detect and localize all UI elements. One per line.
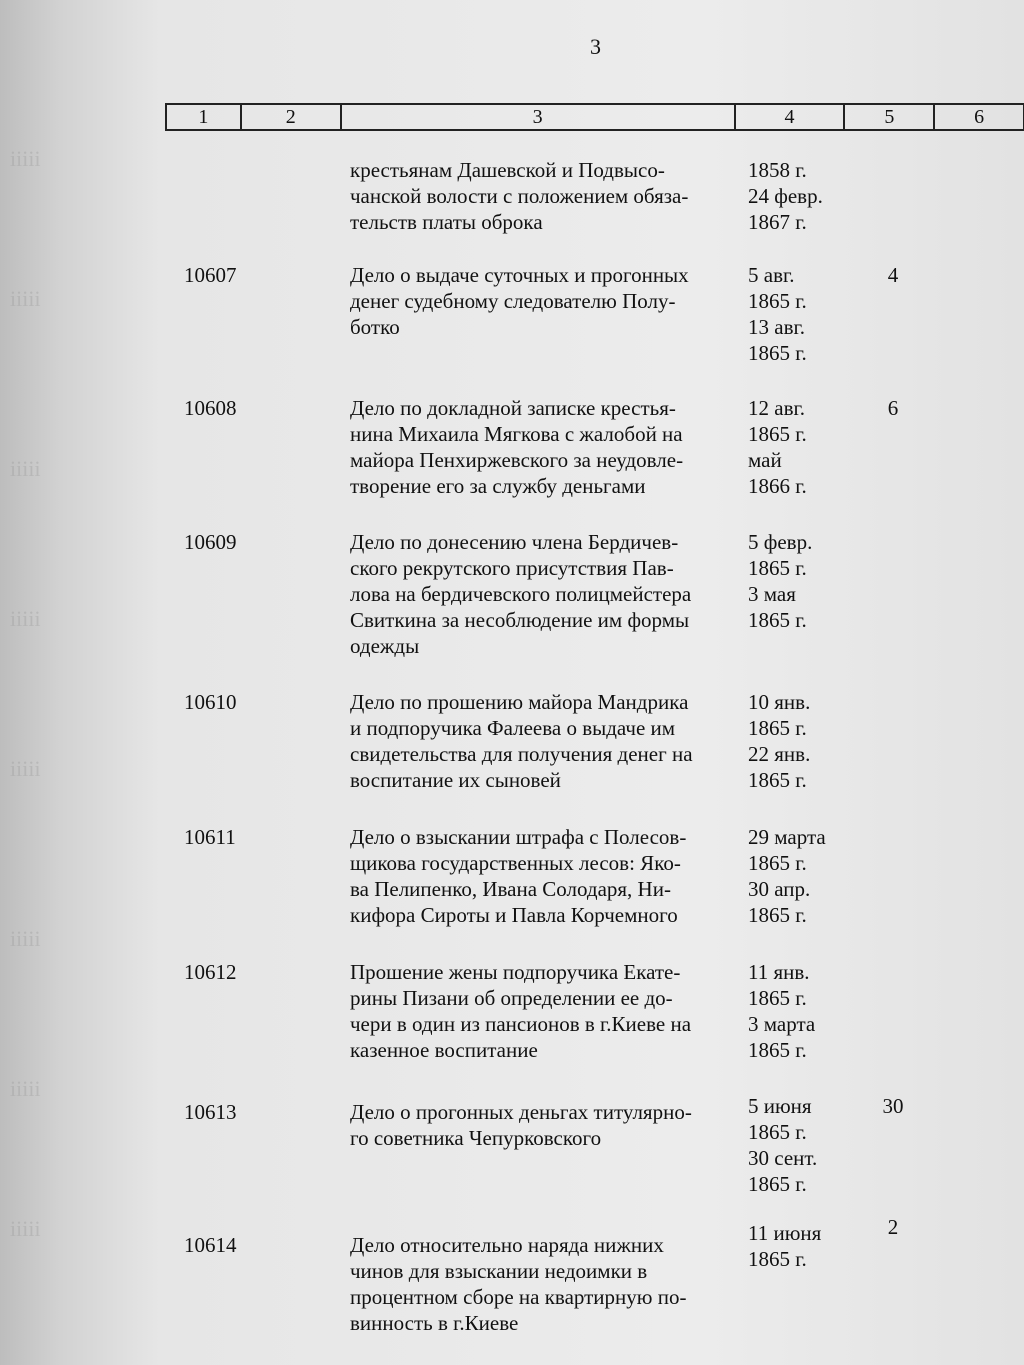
- record-number: 10614: [184, 1233, 237, 1257]
- date-line: 1866 г.: [748, 474, 807, 498]
- title-line: рины Пизани об определении ее до-: [350, 986, 673, 1010]
- record-title: [350, 1099, 735, 1151]
- title-line: крестьянам Дашевской и Подвысо-: [350, 158, 665, 182]
- date-line: 1865 г.: [748, 1120, 807, 1144]
- column-header: 6: [935, 105, 1024, 129]
- record-dates: [748, 262, 858, 366]
- date-line: 1858 г.: [748, 158, 807, 182]
- record-number: 10612: [184, 960, 237, 984]
- date-line: 1865 г.: [748, 1172, 807, 1196]
- record-number: 10607: [184, 263, 237, 287]
- record-dates: [748, 529, 858, 633]
- bleed-through-mark: ᴉᴉᴉᴉᴉ: [10, 291, 41, 316]
- date-line: 1865 г.: [748, 341, 807, 365]
- record-dates: [748, 1220, 858, 1272]
- date-line: 11 янв.: [748, 960, 810, 984]
- sheet-count: 4: [887, 263, 899, 287]
- bleed-through-mark: ᴉᴉᴉᴉᴉ: [10, 1221, 41, 1246]
- column-header: 5: [845, 105, 935, 129]
- record-title: [350, 529, 735, 659]
- record-number: 10610: [184, 690, 237, 714]
- title-line: одежды: [350, 634, 420, 658]
- page-number: 3: [590, 34, 601, 59]
- date-line: 13 авг.: [748, 315, 805, 339]
- date-line: 5 авг.: [748, 263, 795, 287]
- record-number: 10608: [184, 396, 237, 420]
- bleed-through-mark: ᴉᴉᴉᴉᴉ: [10, 1081, 41, 1106]
- title-line: творение его за службу деньгами: [350, 474, 646, 498]
- record-number: 10609: [184, 530, 237, 554]
- bleed-through-mark: ᴉᴉᴉᴉᴉ: [10, 611, 41, 636]
- date-line: 30 апр.: [748, 877, 811, 901]
- record-dates: [748, 395, 858, 499]
- title-line: майора Пенхиржевского за неудовле-: [350, 448, 684, 472]
- title-line: Дело по прошению майора Мандрика: [350, 690, 689, 714]
- title-line: воспитание их сыновей: [350, 768, 561, 792]
- sheet-count: 2: [887, 1215, 899, 1239]
- record-title: [350, 689, 735, 793]
- column-header-row: [165, 103, 1024, 131]
- title-line: Дело о взыскании штрафа с Полесов-: [350, 825, 687, 849]
- date-line: 1865 г.: [748, 903, 807, 927]
- date-line: 1865 г.: [748, 608, 807, 632]
- title-line: тельств платы оброка: [350, 210, 543, 234]
- record-number: 10613: [184, 1100, 237, 1124]
- date-line: 10 янв.: [748, 690, 811, 714]
- date-line: 24 февр.: [748, 184, 823, 208]
- sheet-count: 6: [887, 396, 899, 420]
- title-line: лова на бердичевского полицмейстера: [350, 582, 692, 606]
- date-line: 1865 г.: [748, 716, 807, 740]
- title-line: кифора Сироты и Павла Корчемного: [350, 903, 678, 927]
- title-line: Дело о выдаче суточных и прогонных: [350, 263, 689, 287]
- record-title: [350, 1232, 735, 1336]
- title-line: процентном сборе на квартирную по-: [350, 1285, 687, 1309]
- date-line: 1865 г.: [748, 851, 807, 875]
- title-line: свидетельства для получения денег на: [350, 742, 693, 766]
- record-title: [350, 395, 735, 499]
- title-line: ского рекрутского присутствия Пав-: [350, 556, 674, 580]
- record-dates: [748, 1093, 858, 1197]
- record-dates: [748, 157, 858, 235]
- date-line: 1867 г.: [748, 210, 807, 234]
- bleed-through-mark: ᴉᴉᴉᴉᴉ: [10, 761, 41, 786]
- record-dates: [748, 959, 858, 1063]
- record-title: [350, 959, 735, 1063]
- date-line: май: [748, 448, 782, 472]
- date-line: 1865 г.: [748, 1038, 807, 1062]
- bleed-through-mark: ᴉᴉᴉᴉᴉ: [10, 931, 41, 956]
- date-line: 1865 г.: [748, 556, 807, 580]
- record-title: [350, 262, 735, 340]
- date-line: 29 марта: [748, 825, 826, 849]
- title-line: Дело относительно наряда нижних: [350, 1233, 664, 1257]
- column-header: 3: [342, 105, 736, 129]
- sheet-count: 30: [882, 1094, 904, 1118]
- date-line: 5 февр.: [748, 530, 813, 554]
- date-line: 3 марта: [748, 1012, 816, 1036]
- title-line: казенное воспитание: [350, 1038, 538, 1062]
- bleed-through-mark: ᴉᴉᴉᴉᴉ: [10, 461, 41, 486]
- date-line: 1865 г.: [748, 289, 807, 313]
- column-header: 1: [167, 105, 242, 129]
- date-line: 22 янв.: [748, 742, 811, 766]
- date-line: 12 авг.: [748, 396, 805, 420]
- bleed-through-mark: ᴉᴉᴉᴉᴉ: [10, 151, 41, 176]
- title-line: нина Михаила Мягкова с жалобой на: [350, 422, 683, 446]
- title-line: Дело по докладной записке крестья-: [350, 396, 676, 420]
- record-title: [350, 824, 735, 928]
- column-header: 2: [242, 105, 342, 129]
- date-line: 11 июня: [748, 1221, 822, 1245]
- title-line: го советника Чепурковского: [350, 1126, 602, 1150]
- record-number: 10611: [184, 825, 236, 849]
- title-line: денег судебному следователю Полу-: [350, 289, 676, 313]
- title-line: и подпоручика Фалеева о выдаче им: [350, 716, 676, 740]
- title-line: ботко: [350, 315, 400, 339]
- record-dates: [748, 824, 858, 928]
- title-line: Свиткина за несоблюдение им формы: [350, 608, 690, 632]
- date-line: 1865 г.: [748, 986, 807, 1010]
- date-line: 5 июня: [748, 1094, 812, 1118]
- title-line: Прошение жены подпоручика Екате-: [350, 960, 681, 984]
- date-line: 1865 г.: [748, 1247, 807, 1271]
- title-line: ва Пелипенко, Ивана Солодаря, Ни-: [350, 877, 671, 901]
- date-line: 30 сент.: [748, 1146, 818, 1170]
- title-line: Дело по донесению члена Бердичев-: [350, 530, 679, 554]
- title-line: чери в один из пансионов в г.Киеве на: [350, 1012, 692, 1036]
- date-line: 1865 г.: [748, 422, 807, 446]
- record-dates: [748, 689, 858, 793]
- column-header: 4: [736, 105, 846, 129]
- title-line: винность в г.Киеве: [350, 1311, 519, 1335]
- date-line: 1865 г.: [748, 768, 807, 792]
- date-line: 3 мая: [748, 582, 796, 606]
- record-title: [350, 157, 735, 235]
- title-line: Дело о прогонных деньгах титулярно-: [350, 1100, 692, 1124]
- title-line: чинов для взыскании недоимки в: [350, 1259, 648, 1283]
- title-line: щикова государственных лесов: Яко-: [350, 851, 681, 875]
- title-line: чанской волости с положением обяза-: [350, 184, 689, 208]
